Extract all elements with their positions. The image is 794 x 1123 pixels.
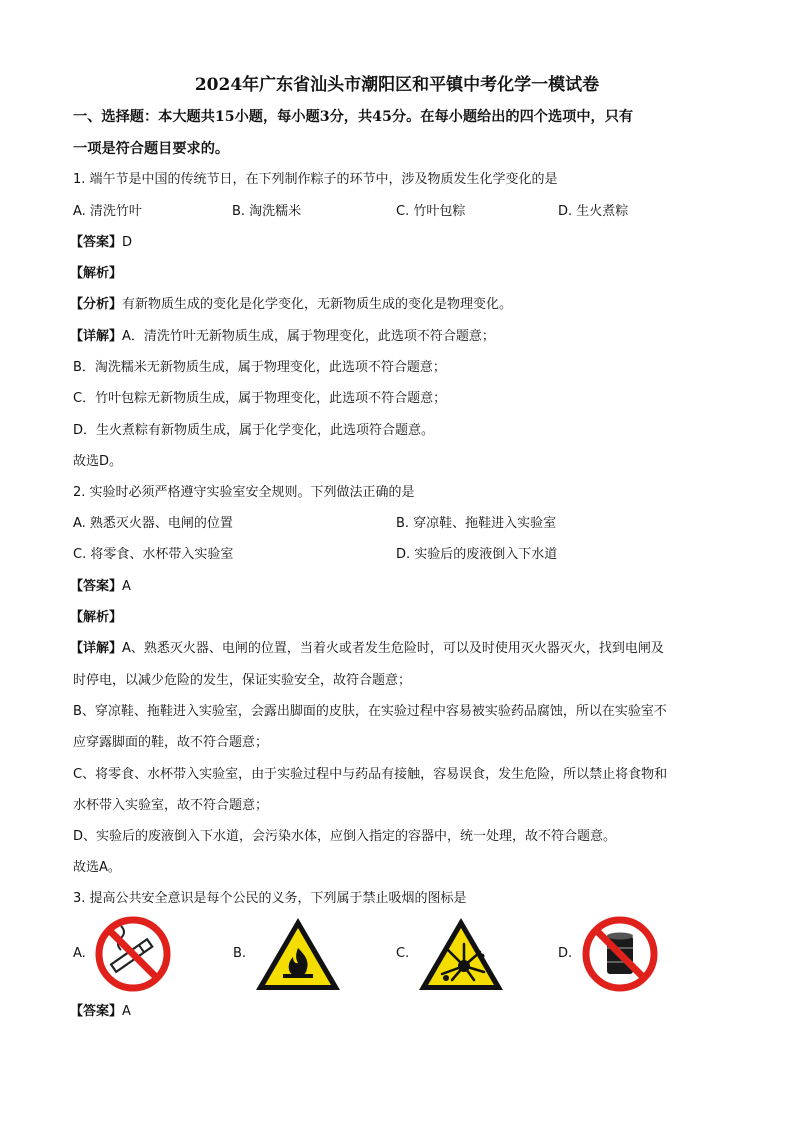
q3-answer [70,1003,131,1021]
section-heading-line2: 一项是符合题目要求的。 [73,141,230,157]
q1-detail-a [70,328,495,346]
detail-text: A、熟悉灭火器、电闸的位置，当着火或者发生危险时，可以及时使用灭火器灭火，找到电闸及 [122,641,664,656]
q3-option-c-label: C. [396,946,410,961]
no-smoking-sign-icon [93,914,173,994]
flammable-warning-sign-icon [253,914,343,994]
page-title: 2024年广东省汕头市潮阳区和平镇中考化学一模试卷 [194,75,600,95]
q1-stem: 1. 端午节是中国的传统节日，在下列制作粽子的环节中，涉及物质发生化学变化的是 [73,172,558,187]
q2-analysis-tag: 【解析】 [70,610,123,625]
q2-option-a: A. 熟悉灭火器、电闸的位置 [73,516,233,531]
q3-option-b-label: B. [233,946,247,961]
q2-stem: 2. 实验时必须严格遵守实验室安全规则。下列做法正确的是 [73,485,415,500]
q2-detail-line-2: 时停电，以减少危险的发生，保证实验安全，故符合题意； [73,673,412,688]
q2-detail-line-3: B、穿凉鞋、拖鞋进入实验室，会露出脚面的皮肤，在实验过程中容易被实验药品腐蚀，所以在实验室不 [73,704,667,719]
q1-option-a: A. 清洗竹叶 [73,204,142,219]
answer-value: A [122,579,131,594]
q2-conclusion: 故选A。 [73,860,121,875]
q2-detail-line-7: D、实验后的废液倒入下水道，会污染水体，应倒入指定的容器中，统一处理，故不符合题意。 [73,829,617,844]
fenxi-text: 有新物质生成的变化是化学变化，无新物质生成的变化是物理变化。 [122,297,513,312]
answer-value: D [122,235,133,250]
q3-stem: 3. 提高公共安全意识是每个公民的义务，下列属于禁止吸烟的图标是 [73,891,467,906]
q2-detail-line-4: 应穿露脚面的鞋，故不符合题意； [73,735,269,750]
q1-detail-b: B．淘洗糯米无新物质生成，属于物理变化，此选项不符合题意； [73,360,446,375]
q1-analysis-tag: 【解析】 [70,266,123,281]
q1-option-c: C. 竹叶包粽 [396,204,466,219]
detail-text: A．清洗竹叶无新物质生成，属于物理变化，此选项不符合题意； [122,329,495,344]
q1-option-d: D. 生火煮粽 [558,204,629,219]
q1-answer [70,234,132,252]
q2-answer [70,578,131,596]
fenxi-tag: 【分析】 [70,297,123,312]
no-oil-drum-sign-icon [580,914,660,994]
q1-detail-c: C．竹叶包粽无新物质生成，属于物理变化，此选项不符合题意； [73,391,447,406]
answer-value: A [122,1004,131,1019]
detail-tag: 【详解】 [70,329,123,344]
q1-detail-d: D．生火煮粽有新物质生成，属于化学变化，此选项符合题意。 [73,423,435,438]
section-heading-line1: 一、选择题：本大题共15小题，每小题3分，共45分。在每小题给出的四个选项中，只有 [73,109,634,125]
q1-conclusion: 故选D。 [73,454,123,469]
explosive-warning-sign-icon [416,914,506,994]
q2-option-b: B. 穿凉鞋、拖鞋进入实验室 [396,516,557,531]
answer-tag: 【答案】 [70,235,123,250]
q2-detail-line-6: 水杯带入实验室，故不符合题意； [73,798,269,813]
q3-option-d-label: D. [558,946,573,961]
q1-option-b: B. 淘洗糯米 [232,204,302,219]
q1-fenxi [70,296,512,314]
detail-tag: 【详解】 [70,641,123,656]
q2-detail-line-1 [70,640,664,658]
q2-option-d: D. 实验后的废液倒入下水道 [396,547,558,562]
q2-detail-line-5: C、将零食、水杯带入实验室，由于实验过程中与药品有接触，容易误食，发生危险，所以禁止将食物和 [73,767,668,782]
answer-tag: 【答案】 [70,1004,123,1019]
q2-option-c: C. 将零食、水杯带入实验室 [73,547,234,562]
answer-tag: 【答案】 [70,579,123,594]
q3-option-a-label: A. [73,946,86,961]
